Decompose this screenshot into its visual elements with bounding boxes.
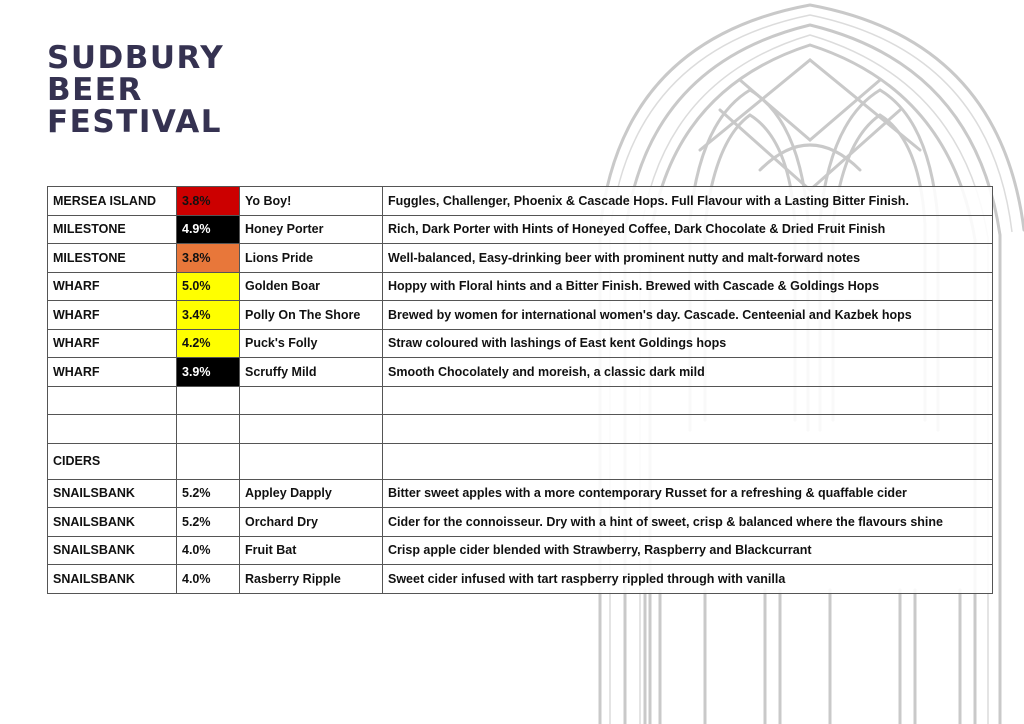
empty-cell <box>48 415 177 444</box>
table-row <box>48 244 993 273</box>
title-line: FESTIVAL <box>47 104 222 140</box>
abv-cell: 5.2% <box>177 479 240 508</box>
table-row <box>48 536 993 565</box>
abv-cell: 3.4% <box>177 301 240 330</box>
abv-cell: 5.0% <box>177 272 240 301</box>
description-cell: Well-balanced, Easy-drinking beer with prominent nutty and malt-forward notes <box>383 244 993 273</box>
table-row <box>48 508 993 537</box>
table-row <box>48 565 993 594</box>
ciders-heading: CIDERS <box>48 443 177 479</box>
abv-cell: 3.9% <box>177 358 240 387</box>
abv-cell: 3.8% <box>177 244 240 273</box>
brewery-cell: WHARF <box>48 329 177 358</box>
table-row <box>48 215 993 244</box>
description-cell: Rich, Dark Porter with Hints of Honeyed Coffee, Dark Chocolate & Dried Fruit Finish <box>383 215 993 244</box>
description-cell: Crisp apple cider blended with Strawberry, Raspberry and Blackcurrant <box>383 536 993 565</box>
beer-name-cell: Yo Boy! <box>240 187 383 216</box>
beer-name-cell: Lions Pride <box>240 244 383 273</box>
cider-name-cell: Appley Dapply <box>240 479 383 508</box>
empty-cell <box>177 443 240 479</box>
empty-cell <box>383 415 993 444</box>
festival-title <box>47 42 224 138</box>
brewery-cell: MERSEA ISLAND <box>48 187 177 216</box>
beer-name-cell: Scruffy Mild <box>240 358 383 387</box>
empty-cell <box>240 443 383 479</box>
empty-cell <box>240 415 383 444</box>
brewery-cell: SNAILSBANK <box>48 479 177 508</box>
description-cell: Fuggles, Challenger, Phoenix & Cascade Hops. Full Flavour with a Lasting Bitter Finish. <box>383 187 993 216</box>
description-cell: Straw coloured with lashings of East kent Goldings hops <box>383 329 993 358</box>
drinks-menu-table <box>47 186 993 594</box>
table-row <box>48 358 993 387</box>
brewery-cell: SNAILSBANK <box>48 565 177 594</box>
empty-cell <box>48 386 177 415</box>
ciders-heading-row <box>48 443 993 479</box>
cider-name-cell: Rasberry Ripple <box>240 565 383 594</box>
description-cell: Sweet cider infused with tart raspberry rippled through with vanilla <box>383 565 993 594</box>
empty-cell <box>383 443 993 479</box>
beer-name-cell: Golden Boar <box>240 272 383 301</box>
empty-cell <box>240 386 383 415</box>
beer-name-cell: Polly On The Shore <box>240 301 383 330</box>
beer-name-cell: Honey Porter <box>240 215 383 244</box>
abv-cell: 4.2% <box>177 329 240 358</box>
abv-cell: 4.0% <box>177 565 240 594</box>
brewery-cell: WHARF <box>48 272 177 301</box>
table-row <box>48 301 993 330</box>
brewery-cell: MILESTONE <box>48 215 177 244</box>
beer-name-cell: Puck's Folly <box>240 329 383 358</box>
title-line: BEER <box>47 72 143 108</box>
description-cell: Smooth Chocolately and moreish, a classic dark mild <box>383 358 993 387</box>
table-row <box>48 187 993 216</box>
title-line: SUDBURY <box>47 40 225 76</box>
description-cell: Hoppy with Floral hints and a Bitter Finish. Brewed with Cascade & Goldings Hops <box>383 272 993 301</box>
table-row <box>48 272 993 301</box>
abv-cell: 5.2% <box>177 508 240 537</box>
description-cell: Brewed by women for international women's day. Cascade. Centeenial and Kazbek hops <box>383 301 993 330</box>
empty-row <box>48 386 993 415</box>
cider-name-cell: Fruit Bat <box>240 536 383 565</box>
empty-cell <box>177 415 240 444</box>
description-cell: Cider for the connoisseur. Dry with a hint of sweet, crisp & balanced where the flavours shine <box>383 508 993 537</box>
abv-cell: 4.0% <box>177 536 240 565</box>
abv-cell: 3.8% <box>177 187 240 216</box>
empty-cell <box>177 386 240 415</box>
empty-cell <box>383 386 993 415</box>
brewery-cell: SNAILSBANK <box>48 536 177 565</box>
table-row <box>48 479 993 508</box>
brewery-cell: WHARF <box>48 358 177 387</box>
cider-name-cell: Orchard Dry <box>240 508 383 537</box>
brewery-cell: SNAILSBANK <box>48 508 177 537</box>
abv-cell: 4.9% <box>177 215 240 244</box>
brewery-cell: MILESTONE <box>48 244 177 273</box>
table-row <box>48 329 993 358</box>
description-cell: Bitter sweet apples with a more contemporary Russet for a refreshing & quaffable cider <box>383 479 993 508</box>
empty-row <box>48 415 993 444</box>
brewery-cell: WHARF <box>48 301 177 330</box>
